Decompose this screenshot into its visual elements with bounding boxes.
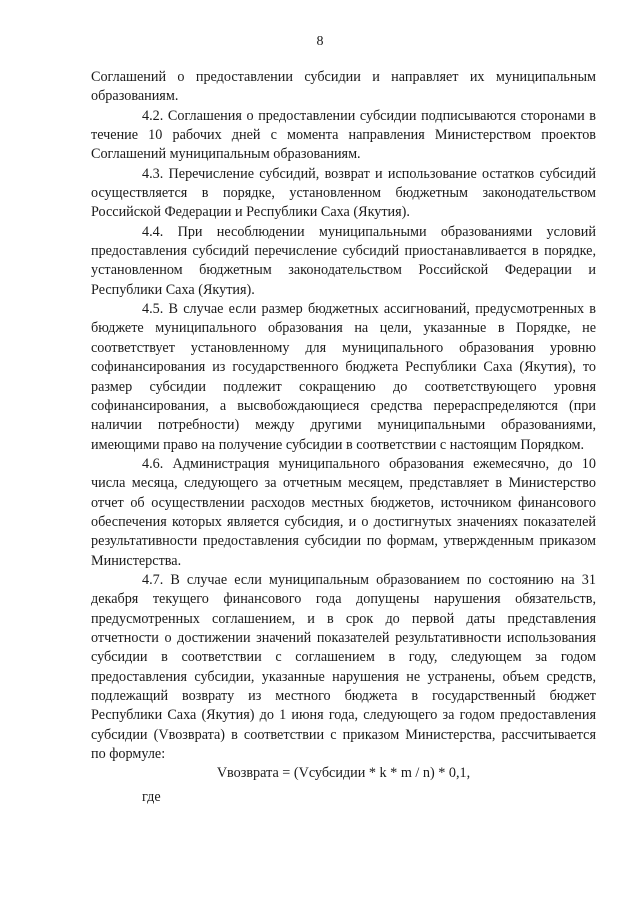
paragraph-4-6: 4.6. Администрация муниципального образования ежемесячно, до 10 числа месяца, следующего за отчетным месяцем, представляет в Министерство отчет об осуществлении расходов местных бюджетов, источником финансового обеспечения которых является субсидия, и о достигнутых значениях показателей результативности предоставления субсидии по формам, утвержденным приказом Министерства. [91, 455, 596, 569]
document-body [91, 68, 596, 807]
paragraph-4-3: 4.3. Перечисление субсидий, возврат и использование остатков субсидий осуществляется в порядке, установленном бюджетным законодательством Российской Федерации и Республики Саха (Якутия). [91, 165, 596, 221]
paragraph-continuation: Соглашений о предоставлении субсидии и направляет их муниципальным образованиям. [91, 69, 596, 105]
formula: Vвозврата = (Vсубсидии * k * m / n) * 0,1, [216, 765, 471, 782]
paragraph-4-2: 4.2. Соглашения о предоставлении субсидии подписываются сторонами в течение 10 рабочих дней с момента направления Министерством проектов Соглашений муниципальным образованиям. [91, 107, 596, 163]
where-label: где [142, 788, 161, 805]
paragraph-4-4: 4.4. При несоблюдении муниципальными образованиями условий предоставления субсидий перечисление субсидий приостанавливается в порядке, установленном бюджетным законодательством Российской Федерации и Республики Саха (Якутия). [91, 223, 596, 298]
page-number: 8 [316, 34, 324, 49]
paragraph-4-5: 4.5. В случае если размер бюджетных ассигнований, предусмотренных в бюджете муниципального образования на цели, указанные в Порядке, не соответствует установленному для муниципального образования уровню софинансирования из государственного бюджета Республики Саха (Якутия), то размер субсидии подлежит сокращению до соответствующего уровня софинансирования, а высвобождающиеся средства перераспределяются (при наличии потребности) между другими муниципальными образованиями, имеющими право на получение субсидии в соответствии с настоящим Порядком. [91, 301, 596, 453]
paragraph-4-7: 4.7. В случае если муниципальным образованием по состоянию на 31 декабря текущего финансового года допущены нарушения обязательств, предусмотренных соглашением, и в срок до первой даты представления отчетности о достижении значений показателей результативности использования субсидии в соответствии с соглашением в году, следующем за годом предоставления субсидии, указанные нарушения не устранены, объем средств, подлежащий возврату из местного бюджета в государственный бюджет Республики Саха (Якутия) до 1 июня года, следующего за годом предоставления субсидии (Vвозврата) в соответствии с приказом Министерства, рассчитывается по формуле: [91, 571, 596, 763]
